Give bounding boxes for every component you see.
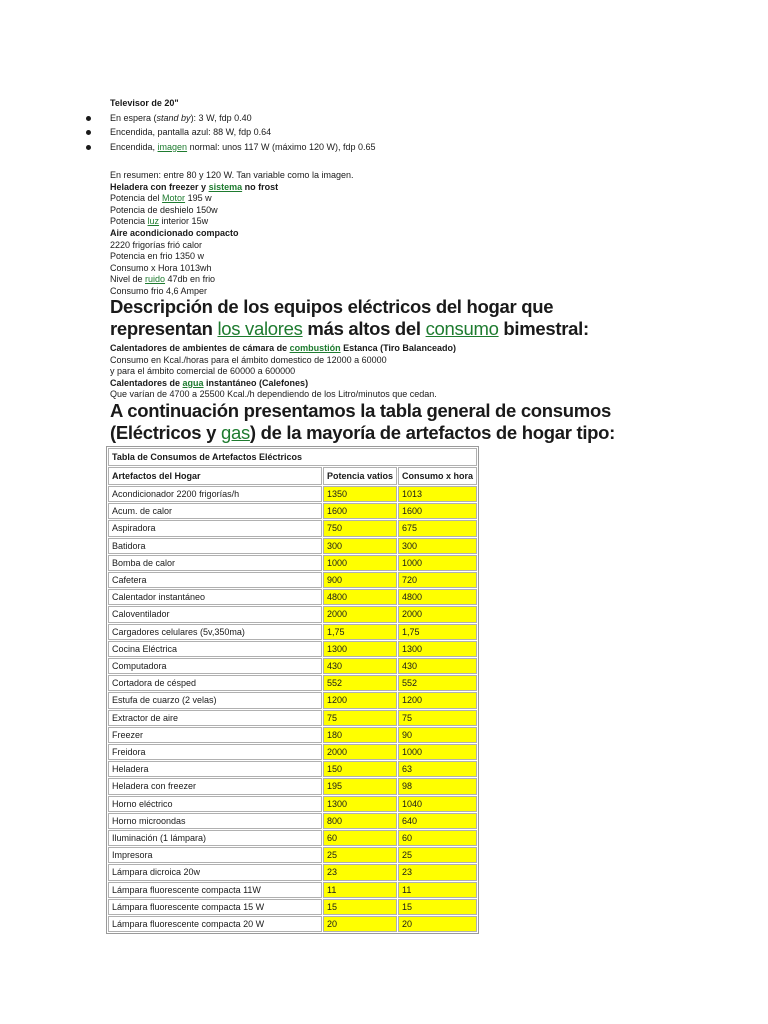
cell-consumo: 1200	[398, 692, 477, 708]
cell-potencia: 2000	[323, 606, 397, 622]
cell-potencia: 195	[323, 778, 397, 794]
cell-artefacto: Bomba de calor	[108, 555, 322, 571]
cell-artefacto: Extractor de aire	[108, 710, 322, 726]
column-header-artefactos: Artefactos del Hogar	[108, 467, 322, 485]
column-header-potencia: Potencia vatios	[323, 467, 397, 485]
cell-consumo: 1300	[398, 641, 477, 657]
cell-artefacto: Estufa de cuarzo (2 velas)	[108, 692, 322, 708]
bullet-icon	[86, 116, 91, 121]
cell-artefacto: Cafetera	[108, 572, 322, 588]
cell-consumo: 1013	[398, 486, 477, 502]
table-row	[108, 830, 477, 846]
tv-bullet-list	[86, 111, 376, 154]
bullet-icon	[86, 130, 91, 135]
cell-potencia: 180	[323, 727, 397, 743]
cell-potencia: 552	[323, 675, 397, 691]
cell-artefacto: Cocina Eléctrica	[108, 641, 322, 657]
cell-potencia: 900	[323, 572, 397, 588]
bullet-icon	[86, 145, 91, 150]
consumo-hora-text: Consumo x Hora 1013wh	[110, 262, 212, 273]
cell-artefacto: Lámpara dicroica 20w	[108, 864, 322, 880]
cell-potencia: 11	[323, 882, 397, 898]
heladera-title: Heladera con freezer y sistema no frost	[110, 181, 279, 192]
cell-consumo: 98	[398, 778, 477, 794]
cell-potencia: 75	[323, 710, 397, 726]
cell-artefacto: Aspiradora	[108, 520, 322, 536]
link-sistema[interactable]: sistema	[208, 181, 243, 192]
cell-consumo: 1000	[398, 555, 477, 571]
cell-artefacto: Cargadores celulares (5v,350ma)	[108, 624, 322, 640]
cell-consumo: 63	[398, 761, 477, 777]
table-caption-row	[108, 448, 477, 466]
cell-potencia: 2000	[323, 744, 397, 760]
deshielo-text: Potencia de deshielo 150w	[110, 204, 218, 215]
cell-potencia: 23	[323, 864, 397, 880]
cell-consumo: 90	[398, 727, 477, 743]
cell-potencia: 15	[323, 899, 397, 915]
cell-artefacto: Cortadora de césped	[108, 675, 322, 691]
cell-artefacto: Batidora	[108, 538, 322, 554]
cell-artefacto: Heladera con freezer	[108, 778, 322, 794]
link-luz[interactable]: luz	[147, 216, 160, 227]
cell-artefacto: Freezer	[108, 727, 322, 743]
cell-consumo: 640	[398, 813, 477, 829]
cell-potencia: 60	[323, 830, 397, 846]
cell-consumo: 1600	[398, 503, 477, 519]
table-row	[108, 882, 477, 898]
cell-consumo: 4800	[398, 589, 477, 605]
link-consumo[interactable]: consumo	[425, 318, 499, 339]
cell-consumo: 1000	[398, 744, 477, 760]
cell-potencia: 20	[323, 916, 397, 932]
calefones-text: Que varían de 4700 a 25500 Kcal./h dependiendo de los Litro/minutos que cedan.	[110, 389, 437, 400]
table-row	[108, 555, 477, 571]
list-item: Encendida, imagen normal: unos 117 W (máximo 120 W), fdp 0.65	[86, 140, 376, 154]
cell-potencia: 430	[323, 658, 397, 674]
table-row	[108, 796, 477, 812]
table-row	[108, 589, 477, 605]
link-ruido[interactable]: ruido	[145, 274, 166, 285]
consumo-frio-text: Consumo frio 4,6 Amper	[110, 285, 208, 296]
cell-consumo: 720	[398, 572, 477, 588]
table-row	[108, 624, 477, 640]
cell-potencia: 1200	[323, 692, 397, 708]
cell-consumo: 20	[398, 916, 477, 932]
cell-artefacto: Lámpara fluorescente compacta 20 W	[108, 916, 322, 932]
heading-descripcion-line1: Descripción de los equipos eléctricos del hogar que	[110, 296, 554, 317]
cell-consumo: 430	[398, 658, 477, 674]
cell-artefacto: Caloventilador	[108, 606, 322, 622]
table-row	[108, 675, 477, 691]
table-row	[108, 864, 477, 880]
consumo-domestico-text: Consumo en Kcal./horas para el ámbito domestico de 12000 a 60000	[110, 354, 387, 365]
cell-consumo: 300	[398, 538, 477, 554]
heading-descripcion-line2: representan los valores más altos del consumo bimestral:	[110, 318, 589, 339]
cell-consumo: 15	[398, 899, 477, 915]
cell-artefacto: Freidora	[108, 744, 322, 760]
consumo-comercial-text: y para el ámbito comercial de 60000 a 600000	[110, 366, 296, 377]
table-row	[108, 658, 477, 674]
cell-consumo: 75	[398, 710, 477, 726]
specs-block	[110, 170, 710, 298]
calentadores-agua-title: Calentadores de agua instantáneo (Calefones)	[110, 377, 309, 388]
cell-potencia: 25	[323, 847, 397, 863]
cell-consumo: 11	[398, 882, 477, 898]
cell-artefacto: Horno eléctrico	[108, 796, 322, 812]
cell-artefacto: Acondicionador 2200 frigorías/h	[108, 486, 322, 502]
resumen-text: En resumen: entre 80 y 120 W. Tan variable como la imagen.	[110, 170, 354, 180]
cell-artefacto: Computadora	[108, 658, 322, 674]
cell-consumo: 552	[398, 675, 477, 691]
link-combustion[interactable]: combustión	[289, 343, 341, 353]
table-row	[108, 899, 477, 915]
table-row	[108, 727, 477, 743]
link-agua[interactable]: agua	[182, 377, 204, 388]
table-row	[108, 778, 477, 794]
cell-potencia: 1000	[323, 555, 397, 571]
cell-potencia: 1300	[323, 796, 397, 812]
cell-consumo: 25	[398, 847, 477, 863]
cell-potencia: 1600	[323, 503, 397, 519]
cell-consumo: 23	[398, 864, 477, 880]
table-row	[108, 710, 477, 726]
cell-artefacto: Lámpara fluorescente compacta 15 W	[108, 899, 322, 915]
table-row	[108, 486, 477, 502]
cell-artefacto: Impresora	[108, 847, 322, 863]
table-row	[108, 847, 477, 863]
motor-text: Potencia del Motor 195 w	[110, 193, 212, 204]
cell-potencia: 1350	[323, 486, 397, 502]
cell-consumo: 60	[398, 830, 477, 846]
list-item: Encendida, pantalla azul: 88 W, fdp 0.64	[86, 125, 376, 139]
heading-tabla-line2: (Eléctricos y gas) de la mayoría de artefactos de hogar tipo:	[110, 422, 616, 443]
consumption-table	[106, 446, 479, 934]
cell-artefacto: Lámpara fluorescente compacta 11W	[108, 882, 322, 898]
table-row	[108, 761, 477, 777]
table-row	[108, 606, 477, 622]
cell-potencia: 4800	[323, 589, 397, 605]
table-caption: Tabla de Consumos de Artefactos Eléctricos	[108, 448, 477, 466]
table-header-row	[108, 467, 477, 485]
cell-artefacto: Heladera	[108, 761, 322, 777]
cell-potencia: 750	[323, 520, 397, 536]
table-row	[108, 641, 477, 657]
link-motor[interactable]: Motor	[162, 193, 186, 204]
potencia-frio-text: Potencia en frio 1350 w	[110, 251, 205, 262]
list-item: En espera (stand by): 3 W, fdp 0.40	[86, 111, 376, 125]
cell-potencia: 300	[323, 538, 397, 554]
cell-consumo: 2000	[398, 606, 477, 622]
heading-tabla-line1: A continuación presentamos la tabla general de consumos	[110, 400, 611, 421]
link-gas[interactable]: gas	[220, 422, 250, 443]
cell-consumo: 1,75	[398, 624, 477, 640]
calentadores-ambientes-title: Calentadores de ambientes de cámara de combustión Estanca (Tiro Balanceado)	[110, 343, 456, 353]
frigorias-text: 2220 frigorías frió calor	[110, 239, 203, 250]
table-row	[108, 503, 477, 519]
cell-potencia: 1300	[323, 641, 397, 657]
table-row	[108, 744, 477, 760]
aire-title: Aire acondicionado compacto	[110, 227, 239, 238]
link-los-valores[interactable]: los valores	[217, 318, 303, 339]
tv-title: Televisor de 20"	[110, 98, 179, 108]
table-row	[108, 813, 477, 829]
cell-artefacto: Horno microondas	[108, 813, 322, 829]
table-row	[108, 916, 477, 932]
cell-artefacto: Iluminación (1 lámpara)	[108, 830, 322, 846]
cell-artefacto: Acum. de calor	[108, 503, 322, 519]
cell-potencia: 800	[323, 813, 397, 829]
cell-consumo: 675	[398, 520, 477, 536]
cell-potencia: 1,75	[323, 624, 397, 640]
table-row	[108, 692, 477, 708]
luz-text: Potencia luz interior 15w	[110, 216, 209, 227]
calentadores-block	[110, 343, 456, 401]
ruido-text: Nivel de ruido 47db en frio	[110, 274, 216, 285]
table-row	[108, 538, 477, 554]
table-row	[108, 572, 477, 588]
cell-consumo: 1040	[398, 796, 477, 812]
cell-potencia: 150	[323, 761, 397, 777]
column-header-consumo: Consumo x hora	[398, 467, 477, 485]
cell-artefacto: Calentador instantáneo	[108, 589, 322, 605]
link-imagen[interactable]: imagen	[157, 141, 188, 152]
table-row	[108, 520, 477, 536]
